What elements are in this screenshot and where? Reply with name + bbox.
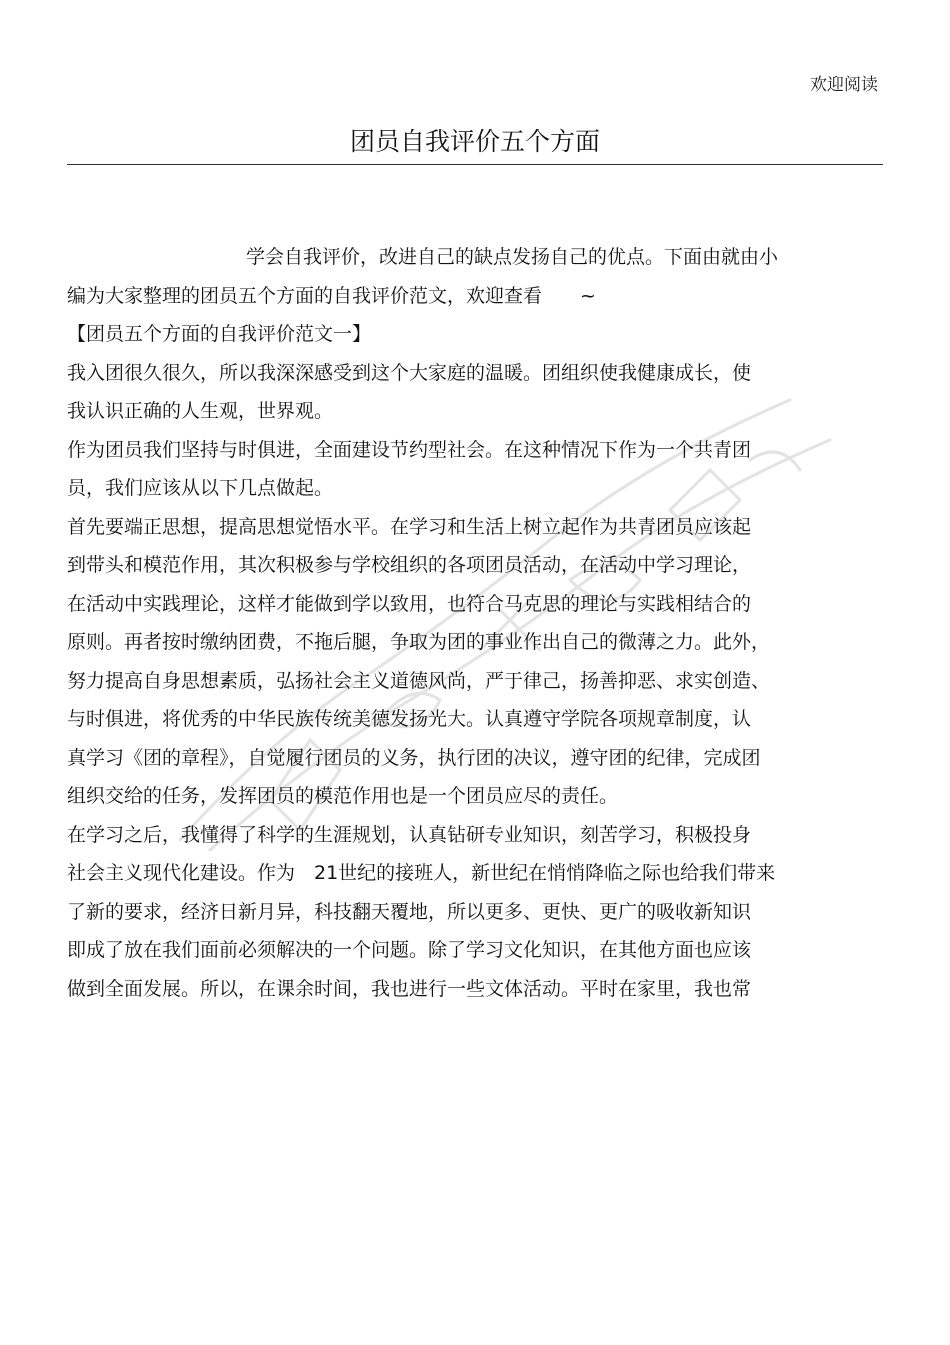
paragraph-line: 组织交给的任务，发挥团员的模范作用也是一个团员应尽的责任。 <box>67 785 619 807</box>
paragraph-line: 我入团很久很久，所以我深深感受到这个大家庭的温暖。团组织使我健康成长，使 <box>67 361 752 384</box>
paragraph-line: 首先要端正思想，提高思想觉悟水平。在学习和生活上树立起作为共青团员应该起 <box>67 515 752 538</box>
paragraph-line: 在学习之后，我懂得了科学的生涯规划，认真钻研专业知识，刻苦学习，积极投身 <box>67 823 752 846</box>
paragraph-line: 努力提高自身思想素质，弘扬社会主义道德风尚，严于律己，扬善抑恶、求实创造、 <box>67 669 771 692</box>
paragraph-line: 即成了放在我们面前必须解决的一个问题。除了学习文化知识，在其他方面也应该 <box>67 939 752 961</box>
document-title: 团员自我评价五个方面 <box>349 127 600 156</box>
paragraph-line: 作为团员我们坚持与时俱进，全面建设节约型社会。在这种情况下作为一个共青团 <box>67 438 752 461</box>
paragraph-line: 学会自我评价，改进自己的缺点发扬自己的优点。下面由就由小 <box>246 246 779 268</box>
paragraph-line: 员，我们应该从以下几点做起。 <box>67 477 334 499</box>
title-divider <box>67 164 883 165</box>
paragraph-line: 我认识正确的人生观，世界观。 <box>67 400 334 422</box>
paragraph-line: 编为大家整理的团员五个方面的自我评价范文，欢迎查看 ~ <box>67 284 596 307</box>
document-body <box>67 238 867 1008</box>
paragraph-line: 了新的要求，经济日新月异，科技翻天覆地，所以更多、更快、更广的吸收新知识 <box>67 900 752 923</box>
paragraph-line: 与时俱进，将优秀的中华民族传统美德发扬光大。认真遵守学院各项规章制度，认 <box>67 708 752 730</box>
paragraph-line: 真学习《团的章程》，自觉履行团员的义务，执行团的决议，遵守团的纪律，完成团 <box>67 746 761 769</box>
paragraph-line: 在活动中实践理论，这样才能做到学以致用，也符合马克思的理论与实践相结合的 <box>67 592 752 615</box>
page-header-note: 欢迎阅读 <box>810 75 878 95</box>
paragraph-line: 到带头和模范作用，其次积极参与学校组织的各项团员活动，在活动中学习理论， <box>67 554 752 576</box>
paragraph-line: 社会主义现代化建设。作为 21世纪的接班人，新世纪在悄悄降临之际也给我们带来 <box>67 862 776 884</box>
paragraph-line: 做到全面发展。所以，在课余时间，我也进行一些文体活动。平时在家里，我也常 <box>67 977 752 1000</box>
section-heading: 【团员五个方面的自我评价范文一】 <box>67 323 372 345</box>
paragraph-line: 原则。再者按时缴纳团费，不拖后腿，争取为团的事业作出自己的微薄之力。此外， <box>67 631 771 653</box>
